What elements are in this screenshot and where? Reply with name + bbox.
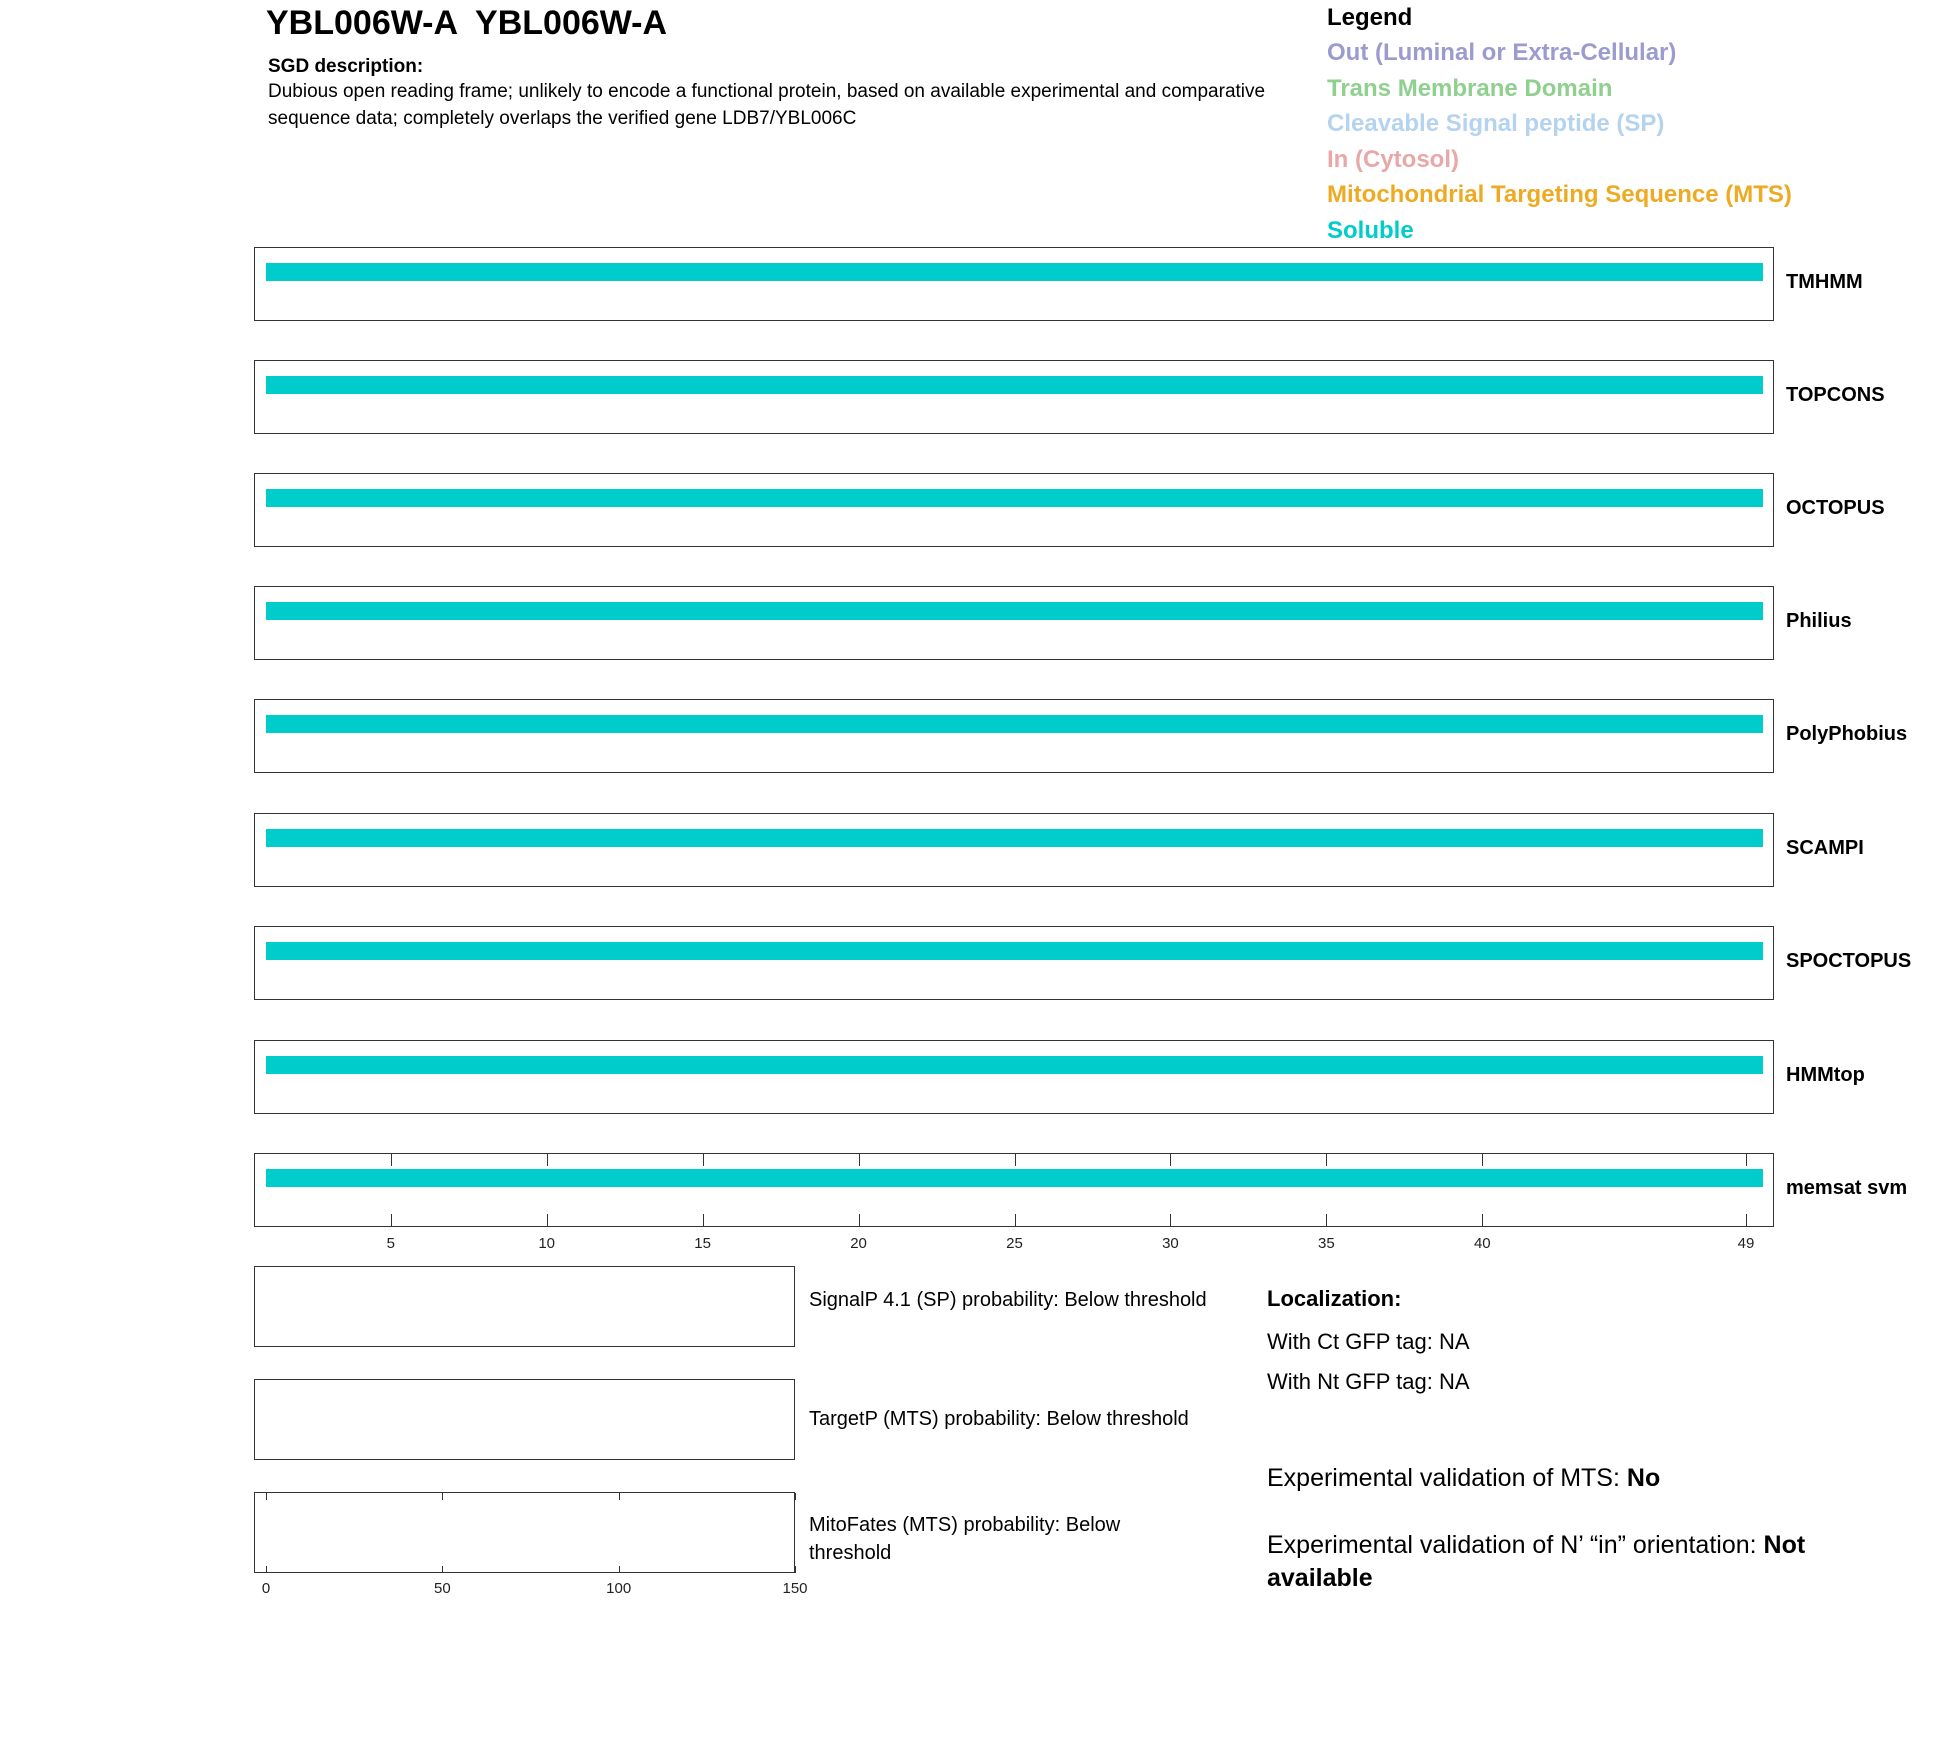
signalp-label: SignalP 4.1 (SP) probability: Below threshold bbox=[809, 1289, 1207, 1311]
track-label: TOPCONS bbox=[1786, 384, 1885, 406]
tick-mark bbox=[795, 1566, 796, 1573]
track-label: OCTOPUS bbox=[1786, 497, 1885, 519]
tick-mark bbox=[1746, 1214, 1747, 1227]
tick-label: 49 bbox=[1737, 1235, 1755, 1252]
tick-mark bbox=[442, 1566, 443, 1573]
tick-mark bbox=[1015, 1214, 1016, 1227]
tick-label: 100 bbox=[606, 1580, 632, 1597]
track-label: SPOCTOPUS bbox=[1786, 950, 1912, 972]
track-label: TMHMM bbox=[1786, 271, 1863, 293]
tick-mark bbox=[547, 1153, 548, 1166]
mitofates-plot bbox=[254, 1492, 795, 1573]
track-box bbox=[254, 586, 1774, 660]
tick-mark bbox=[1482, 1214, 1483, 1227]
tick-label: 40 bbox=[1473, 1235, 1491, 1252]
tick-mark bbox=[547, 1214, 548, 1227]
tick-mark bbox=[619, 1566, 620, 1573]
track-label: memsat svm bbox=[1786, 1177, 1908, 1199]
segment-bar bbox=[266, 715, 1763, 733]
segment-bar bbox=[266, 489, 1763, 507]
segment-bar bbox=[266, 1169, 1763, 1187]
signalp-plot bbox=[254, 1266, 795, 1347]
legend-item: Out (Luminal or Extra-Cellular) bbox=[1327, 39, 1677, 66]
tick-label: 15 bbox=[694, 1235, 711, 1252]
tick-mark bbox=[391, 1214, 392, 1227]
legend-item: Mitochondrial Targeting Sequence (MTS) bbox=[1327, 181, 1792, 208]
track-label: HMMtop bbox=[1786, 1064, 1865, 1086]
tick-mark bbox=[859, 1153, 860, 1166]
track-label: Philius bbox=[1786, 610, 1852, 632]
orientation-validation-value: Not available bbox=[1267, 1531, 1806, 1592]
legend-item: Soluble bbox=[1327, 216, 1414, 244]
mts-validation-label: Experimental validation of MTS: bbox=[1267, 1464, 1627, 1492]
mitofates-label: MitoFates (MTS) probability: Below threshold bbox=[809, 1514, 1121, 1564]
tick-label: 0 bbox=[261, 1580, 271, 1597]
description-heading: SGD description: bbox=[268, 56, 424, 77]
tick-mark bbox=[266, 1566, 267, 1573]
targetp-plot bbox=[254, 1379, 795, 1460]
track-box bbox=[254, 247, 1774, 321]
tick-mark bbox=[1170, 1214, 1171, 1227]
tick-label: 50 bbox=[433, 1580, 451, 1597]
track-box bbox=[254, 360, 1774, 434]
tick-mark bbox=[1170, 1153, 1171, 1166]
segment-bar bbox=[266, 1056, 1763, 1074]
legend-item: Cleavable Signal peptide (SP) bbox=[1327, 110, 1665, 137]
tick-label: 30 bbox=[1162, 1235, 1179, 1252]
track-box bbox=[254, 813, 1774, 887]
tick-mark bbox=[1326, 1214, 1327, 1227]
tick-label: 20 bbox=[850, 1235, 867, 1252]
tick-mark bbox=[266, 1493, 267, 1500]
tick-label: 35 bbox=[1318, 1235, 1335, 1252]
segment-bar bbox=[266, 602, 1763, 620]
segment-bar bbox=[266, 942, 1763, 960]
tick-label: 150 bbox=[782, 1580, 808, 1597]
tick-mark bbox=[703, 1153, 704, 1166]
tick-mark bbox=[859, 1214, 860, 1227]
tick-mark bbox=[442, 1493, 443, 1500]
track-box bbox=[254, 926, 1774, 1000]
legend-title: Legend bbox=[1327, 4, 1413, 31]
tick-mark bbox=[1482, 1153, 1483, 1166]
targetp-label: TargetP (MTS) probability: Below threshold bbox=[809, 1408, 1189, 1430]
mts-validation bbox=[1267, 1462, 1887, 1495]
nt-gfp-tag: With Nt GFP tag: NA bbox=[1267, 1369, 1470, 1394]
description-text: Dubious open reading frame; unlikely to encode a functional protein, based on available experimental and comparative sequence data; completely overlaps the verified gene LDB7/YBL006C bbox=[268, 81, 1266, 129]
page-title: YBL006W-A YBL006W-A bbox=[266, 4, 668, 42]
track-box bbox=[254, 473, 1774, 547]
tick-label: 25 bbox=[1006, 1235, 1023, 1252]
tick-label: 5 bbox=[386, 1235, 395, 1252]
tick-mark bbox=[703, 1214, 704, 1227]
tick-mark bbox=[391, 1153, 392, 1166]
orientation-validation-label: Experimental validation of N’ “in” orientation: bbox=[1267, 1531, 1764, 1559]
ct-gfp-tag: With Ct GFP tag: NA bbox=[1267, 1329, 1470, 1354]
tick-mark bbox=[1015, 1153, 1016, 1166]
segment-bar bbox=[266, 376, 1763, 394]
tick-mark bbox=[619, 1493, 620, 1500]
tick-label: 10 bbox=[538, 1235, 556, 1252]
tick-mark bbox=[795, 1493, 796, 1500]
orientation-validation bbox=[1267, 1529, 1887, 1595]
tick-mark bbox=[1746, 1153, 1747, 1166]
legend-item: In (Cytosol) bbox=[1327, 145, 1459, 173]
track-label: PolyPhobius bbox=[1786, 723, 1908, 745]
track-box bbox=[254, 1040, 1774, 1114]
track-label: SCAMPI bbox=[1786, 837, 1864, 859]
tick-mark bbox=[1326, 1153, 1327, 1166]
track-box bbox=[254, 699, 1774, 773]
segment-bar bbox=[266, 829, 1763, 847]
localization-heading: Localization: bbox=[1267, 1286, 1402, 1311]
mts-validation-value: No bbox=[1626, 1464, 1661, 1492]
legend-item: Trans Membrane Domain bbox=[1327, 74, 1613, 102]
segment-bar bbox=[266, 263, 1763, 281]
